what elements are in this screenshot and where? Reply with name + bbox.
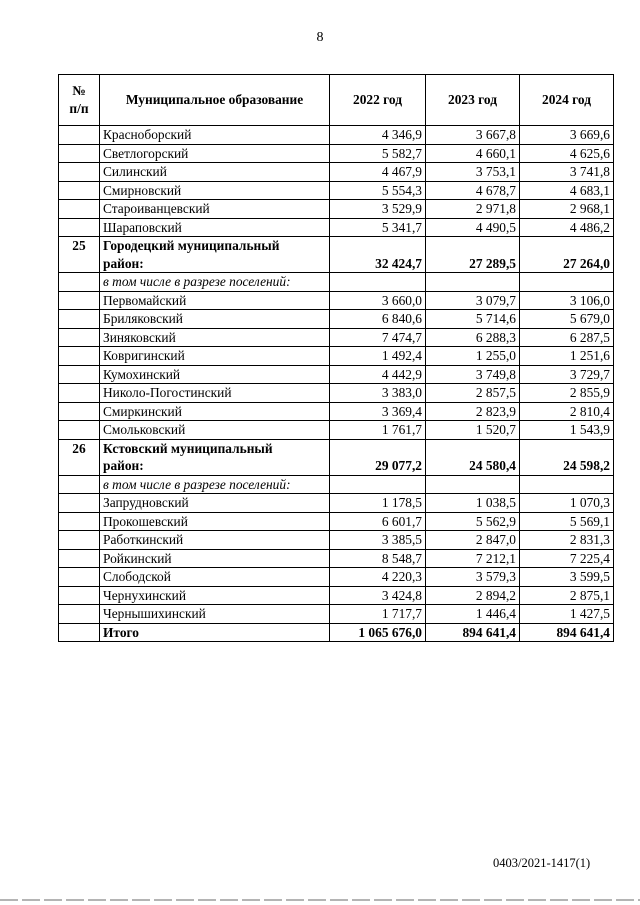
table-row (59, 605, 614, 624)
value-2023-cell: 24 580,4 (426, 439, 520, 475)
value-2023-cell: 2 894,2 (426, 586, 520, 605)
value-2022-cell: 5 341,7 (330, 218, 426, 237)
value-2022-cell: 3 385,5 (330, 531, 426, 550)
value-2022-cell: 3 660,0 (330, 291, 426, 310)
header-2024: 2024 год (520, 75, 614, 126)
table-row (59, 200, 614, 219)
value-2022-cell: 1 761,7 (330, 421, 426, 440)
table-row (59, 421, 614, 440)
municipality-name-cell: Зиняковский (100, 328, 330, 347)
value-2024-cell: 3 106,0 (520, 291, 614, 310)
value-2022-cell: 3 424,8 (330, 586, 426, 605)
value-2022-cell: 5 582,7 (330, 144, 426, 163)
row-number-cell (59, 421, 100, 440)
municipality-name-cell: Бриляковский (100, 310, 330, 329)
value-2023-cell: 6 288,3 (426, 328, 520, 347)
district-name-line1: Городецкий муниципальный (103, 238, 280, 253)
municipality-name-cell: Красноборский (100, 126, 330, 145)
value-2023-cell: 1 255,0 (426, 347, 520, 366)
row-number-cell (59, 328, 100, 347)
value-2024-cell: 2 875,1 (520, 586, 614, 605)
municipality-name-cell: Силинский (100, 163, 330, 182)
value-2023-cell (426, 273, 520, 292)
value-2024-cell: 24 598,2 (520, 439, 614, 475)
table-row (59, 310, 614, 329)
value-2024-cell: 894 641,4 (520, 623, 614, 642)
value-2023-cell: 1 038,5 (426, 494, 520, 513)
district-name-line2: район: (103, 255, 144, 271)
row-number-cell (59, 163, 100, 182)
table-row (59, 126, 614, 145)
municipality-name-cell: Запрудновский (100, 494, 330, 513)
table-row (59, 365, 614, 384)
value-2023-cell: 7 212,1 (426, 549, 520, 568)
municipality-name-cell: Итого (100, 623, 330, 642)
budget-table-container (58, 74, 614, 642)
municipality-name-cell: Слободской (100, 568, 330, 587)
district-name-cell (100, 439, 330, 475)
value-2023-cell: 2 971,8 (426, 200, 520, 219)
value-2022-cell: 1 065 676,0 (330, 623, 426, 642)
value-2024-cell: 2 810,4 (520, 402, 614, 421)
table-row (59, 512, 614, 531)
table-row (59, 144, 614, 163)
total-row (59, 623, 614, 642)
row-number-cell: 25 (59, 237, 100, 273)
value-2024-cell: 2 968,1 (520, 200, 614, 219)
value-2024-cell: 3 599,5 (520, 568, 614, 587)
value-2023-cell: 3 749,8 (426, 365, 520, 384)
value-2024-cell: 5 569,1 (520, 512, 614, 531)
row-number-cell (59, 126, 100, 145)
row-number-cell (59, 402, 100, 421)
row-number-cell (59, 365, 100, 384)
value-2023-cell: 5 562,9 (426, 512, 520, 531)
table-row (59, 163, 614, 182)
row-number-cell (59, 531, 100, 550)
value-2024-cell: 4 486,2 (520, 218, 614, 237)
value-2023-cell: 27 289,5 (426, 237, 520, 273)
table-row (59, 402, 614, 421)
value-2024-cell: 4 625,6 (520, 144, 614, 163)
value-2022-cell: 5 554,3 (330, 181, 426, 200)
municipality-name-cell: Чернухинский (100, 586, 330, 605)
value-2023-cell: 1 520,7 (426, 421, 520, 440)
subheading-row (59, 273, 614, 292)
district-name-line2: район: (103, 458, 144, 473)
value-2022-cell: 3 369,4 (330, 402, 426, 421)
value-2022-cell: 6 601,7 (330, 512, 426, 531)
header-2022: 2022 год (330, 75, 426, 126)
row-number-cell (59, 347, 100, 366)
scan-edge-artifact (0, 899, 640, 901)
value-2024-cell: 1 251,6 (520, 347, 614, 366)
district-name-cell (100, 237, 330, 273)
value-2024-cell: 1 543,9 (520, 421, 614, 440)
row-number-cell (59, 623, 100, 642)
municipality-name-cell: Светлогорский (100, 144, 330, 163)
document-code: 0403/2021-1417(1) (493, 856, 591, 870)
value-2022-cell (330, 475, 426, 494)
row-number-cell (59, 549, 100, 568)
value-2024-cell: 5 679,0 (520, 310, 614, 329)
subheading-cell: в том числе в разрезе поселений: (100, 273, 330, 292)
table-row (59, 549, 614, 568)
row-number-cell (59, 200, 100, 219)
district-row (59, 237, 614, 273)
value-2024-cell: 7 225,4 (520, 549, 614, 568)
table-row (59, 328, 614, 347)
row-number-cell (59, 144, 100, 163)
header-2023: 2023 год (426, 75, 520, 126)
row-number-cell (59, 605, 100, 624)
municipality-name-cell: Шараповский (100, 218, 330, 237)
value-2023-cell: 2 847,0 (426, 531, 520, 550)
value-2023-cell (426, 475, 520, 494)
table-row (59, 218, 614, 237)
value-2023-cell: 4 490,5 (426, 218, 520, 237)
value-2024-cell: 3 729,7 (520, 365, 614, 384)
value-2022-cell: 6 840,6 (330, 310, 426, 329)
value-2024-cell (520, 475, 614, 494)
district-row (59, 439, 614, 475)
value-2022-cell: 4 346,9 (330, 126, 426, 145)
value-2023-cell: 1 446,4 (426, 605, 520, 624)
table-header-row (59, 75, 614, 126)
value-2022-cell: 4 220,3 (330, 568, 426, 587)
table-row (59, 494, 614, 513)
table-body (59, 126, 614, 642)
value-2023-cell: 3 667,8 (426, 126, 520, 145)
municipality-name-cell: Смольковский (100, 421, 330, 440)
value-2022-cell: 3 383,0 (330, 384, 426, 403)
subheading-cell: в том числе в разрезе поселений: (100, 475, 330, 494)
municipality-name-cell: Смирновский (100, 181, 330, 200)
row-number-cell (59, 310, 100, 329)
value-2022-cell: 1 492,4 (330, 347, 426, 366)
value-2024-cell: 3 741,8 (520, 163, 614, 182)
value-2024-cell: 2 831,3 (520, 531, 614, 550)
value-2023-cell: 4 660,1 (426, 144, 520, 163)
row-number-cell (59, 384, 100, 403)
value-2023-cell: 3 753,1 (426, 163, 520, 182)
municipality-name-cell: Ройкинский (100, 549, 330, 568)
municipality-name-cell: Смиркинский (100, 402, 330, 421)
row-number-cell (59, 586, 100, 605)
value-2024-cell: 27 264,0 (520, 237, 614, 273)
value-2022-cell: 29 077,2 (330, 439, 426, 475)
value-2023-cell: 2 823,9 (426, 402, 520, 421)
value-2022-cell: 1 717,7 (330, 605, 426, 624)
municipality-name-cell: Работкинский (100, 531, 330, 550)
value-2024-cell: 6 287,5 (520, 328, 614, 347)
row-number-cell (59, 273, 100, 292)
value-2022-cell (330, 273, 426, 292)
value-2023-cell: 5 714,6 (426, 310, 520, 329)
value-2024-cell: 4 683,1 (520, 181, 614, 200)
value-2024-cell: 1 070,3 (520, 494, 614, 513)
municipality-name-cell: Прокошевский (100, 512, 330, 531)
budget-table (58, 74, 614, 642)
table-row (59, 568, 614, 587)
subheading-row (59, 475, 614, 494)
table-row (59, 384, 614, 403)
value-2022-cell: 4 467,9 (330, 163, 426, 182)
table-row (59, 586, 614, 605)
value-2022-cell: 8 548,7 (330, 549, 426, 568)
municipality-name-cell: Первомайский (100, 291, 330, 310)
municipality-name-cell: Ковригинский (100, 347, 330, 366)
row-number-cell (59, 568, 100, 587)
header-municipality: Муниципальное образование (100, 75, 330, 126)
row-number-cell (59, 494, 100, 513)
row-number-cell (59, 512, 100, 531)
value-2023-cell: 894 641,4 (426, 623, 520, 642)
value-2023-cell: 2 857,5 (426, 384, 520, 403)
row-number-cell (59, 181, 100, 200)
value-2024-cell (520, 273, 614, 292)
value-2024-cell: 2 855,9 (520, 384, 614, 403)
value-2022-cell: 32 424,7 (330, 237, 426, 273)
value-2022-cell: 7 474,7 (330, 328, 426, 347)
row-number-cell: 26 (59, 439, 100, 475)
value-2022-cell: 4 442,9 (330, 365, 426, 384)
value-2023-cell: 3 079,7 (426, 291, 520, 310)
value-2022-cell: 3 529,9 (330, 200, 426, 219)
value-2022-cell: 1 178,5 (330, 494, 426, 513)
value-2023-cell: 3 579,3 (426, 568, 520, 587)
row-number-cell (59, 218, 100, 237)
page-number: 8 (316, 30, 324, 45)
value-2024-cell: 3 669,6 (520, 126, 614, 145)
row-number-cell (59, 475, 100, 494)
municipality-name-cell: Николо-Погостинский (100, 384, 330, 403)
value-2023-cell: 4 678,7 (426, 181, 520, 200)
district-name-line1: Кстовский муниципальный (103, 440, 273, 456)
table-row (59, 531, 614, 550)
value-2024-cell: 1 427,5 (520, 605, 614, 624)
municipality-name-cell: Староиванцевский (100, 200, 330, 219)
municipality-name-cell: Кумохинский (100, 365, 330, 384)
table-row (59, 347, 614, 366)
header-number: № п/п (59, 75, 100, 126)
table-row (59, 181, 614, 200)
municipality-name-cell: Чернышихинский (100, 605, 330, 624)
table-row (59, 291, 614, 310)
row-number-cell (59, 291, 100, 310)
